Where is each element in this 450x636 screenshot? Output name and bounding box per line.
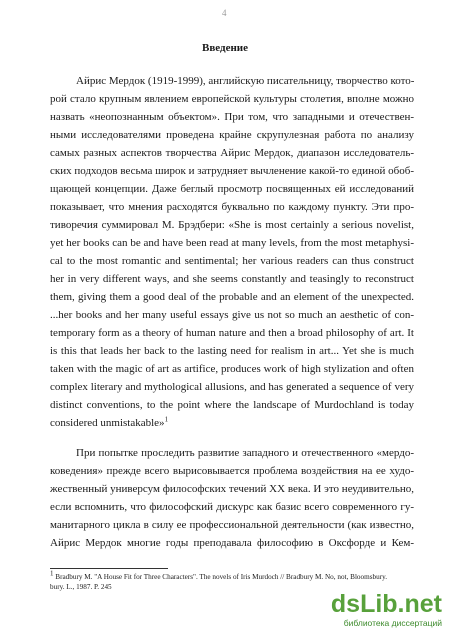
text-line: коведения» прежде всего вырисовывается проблема воздействия на ее худо-	[50, 465, 414, 477]
footnote-line	[50, 569, 388, 582]
text-line: distinct conventions, to the point where the landscape of Murdochland is today	[50, 399, 414, 411]
watermark-logo	[318, 590, 442, 630]
footnote-marker: 1	[50, 569, 54, 578]
text-line: рой стало крупным явлением европейской культуры столетия, вполне можно	[50, 93, 414, 105]
text-line: При попытке проследить развитие западного и отечественного «мердо-	[76, 447, 414, 459]
footnote-reference[interactable]: 1	[164, 415, 169, 424]
text-line: is this that leads her back to the lasting need for realism in art... Yet she is much	[50, 345, 414, 357]
text-line: Айрис Мердок (1919-1999), английскую писательницу, творчество кото-	[76, 75, 415, 87]
text-line: показывает, что мнения расходятся буквально по каждому пункту. Эти про-	[50, 201, 414, 213]
footnote-line: bury. L., 1987. P. 245	[50, 583, 112, 591]
text-line-content: considered unmistakable»	[50, 417, 165, 429]
text-line: самых разных аспектов творчества Айрис Мердок, диапазон исследователь-	[50, 147, 414, 159]
page-number: 4	[222, 8, 227, 18]
text-line: Айрис Мердок многие годы преподавала философию в Оксфорде и Кем-	[50, 537, 414, 549]
text-line: her in very different ways, and she seems constantly and teasingly to reconstruct	[50, 273, 414, 285]
text-line: манитарного цикла в силу ее профессиональной деятельности (как известно,	[50, 519, 414, 531]
text-line	[50, 416, 414, 430]
watermark-brand: dsLib.net	[330, 590, 442, 618]
text-line: ских подходов весьма широк и затрудняет вычленение какой-то единой обоб-	[50, 165, 414, 177]
text-line: ...her books and her many useful essays give us not so much an aesthetic of con-	[50, 309, 414, 321]
text-line: щающей концепции. Даже беглый просмотр посвященных ей исследований	[50, 183, 414, 195]
text-line: тиворечия суммировал М. Брэдбери: «She is most certainly a serious novelist,	[50, 219, 414, 231]
text-line: yet her books can be and have been read at many levels, from the most metaphysi-	[50, 237, 414, 249]
watermark-subtitle: библиотека диссертаций	[343, 618, 442, 628]
text-line: temporary form as a theory of human nature and then a broad philosophy of art. It	[50, 327, 414, 339]
text-line: taken with the magic of art as artifice, produces work of high stylization and often	[50, 363, 414, 375]
text-line: them, giving them a good deal of the probable and an element of the unexpected.	[50, 291, 414, 303]
text-line: complex literary and mythological allusions, and has generated a sequence of very	[50, 381, 414, 393]
text-line: жественный универсум философских течений XX века. И это неудивительно,	[50, 483, 414, 495]
text-line: cal to the most romantic and sentimental; her various readers can thus construct	[50, 255, 414, 267]
text-line: назвать «неопознанным объектом». При том, что западными и отечествен-	[50, 111, 414, 123]
footnote-rule	[50, 568, 168, 569]
text-line: если вспомнить, что философский дискурс как базис всего современного гу-	[50, 501, 414, 513]
page-title: Введение	[201, 42, 249, 54]
footnote-text: Bradbury M. "A House Fit for Three Characters". The novels of Iris Murdoch // Bradbury M. No, not, Bloomsbury.	[53, 573, 388, 581]
text-line: ными исследователями проведена крайне скрупулезная работа по анализу	[50, 129, 414, 141]
